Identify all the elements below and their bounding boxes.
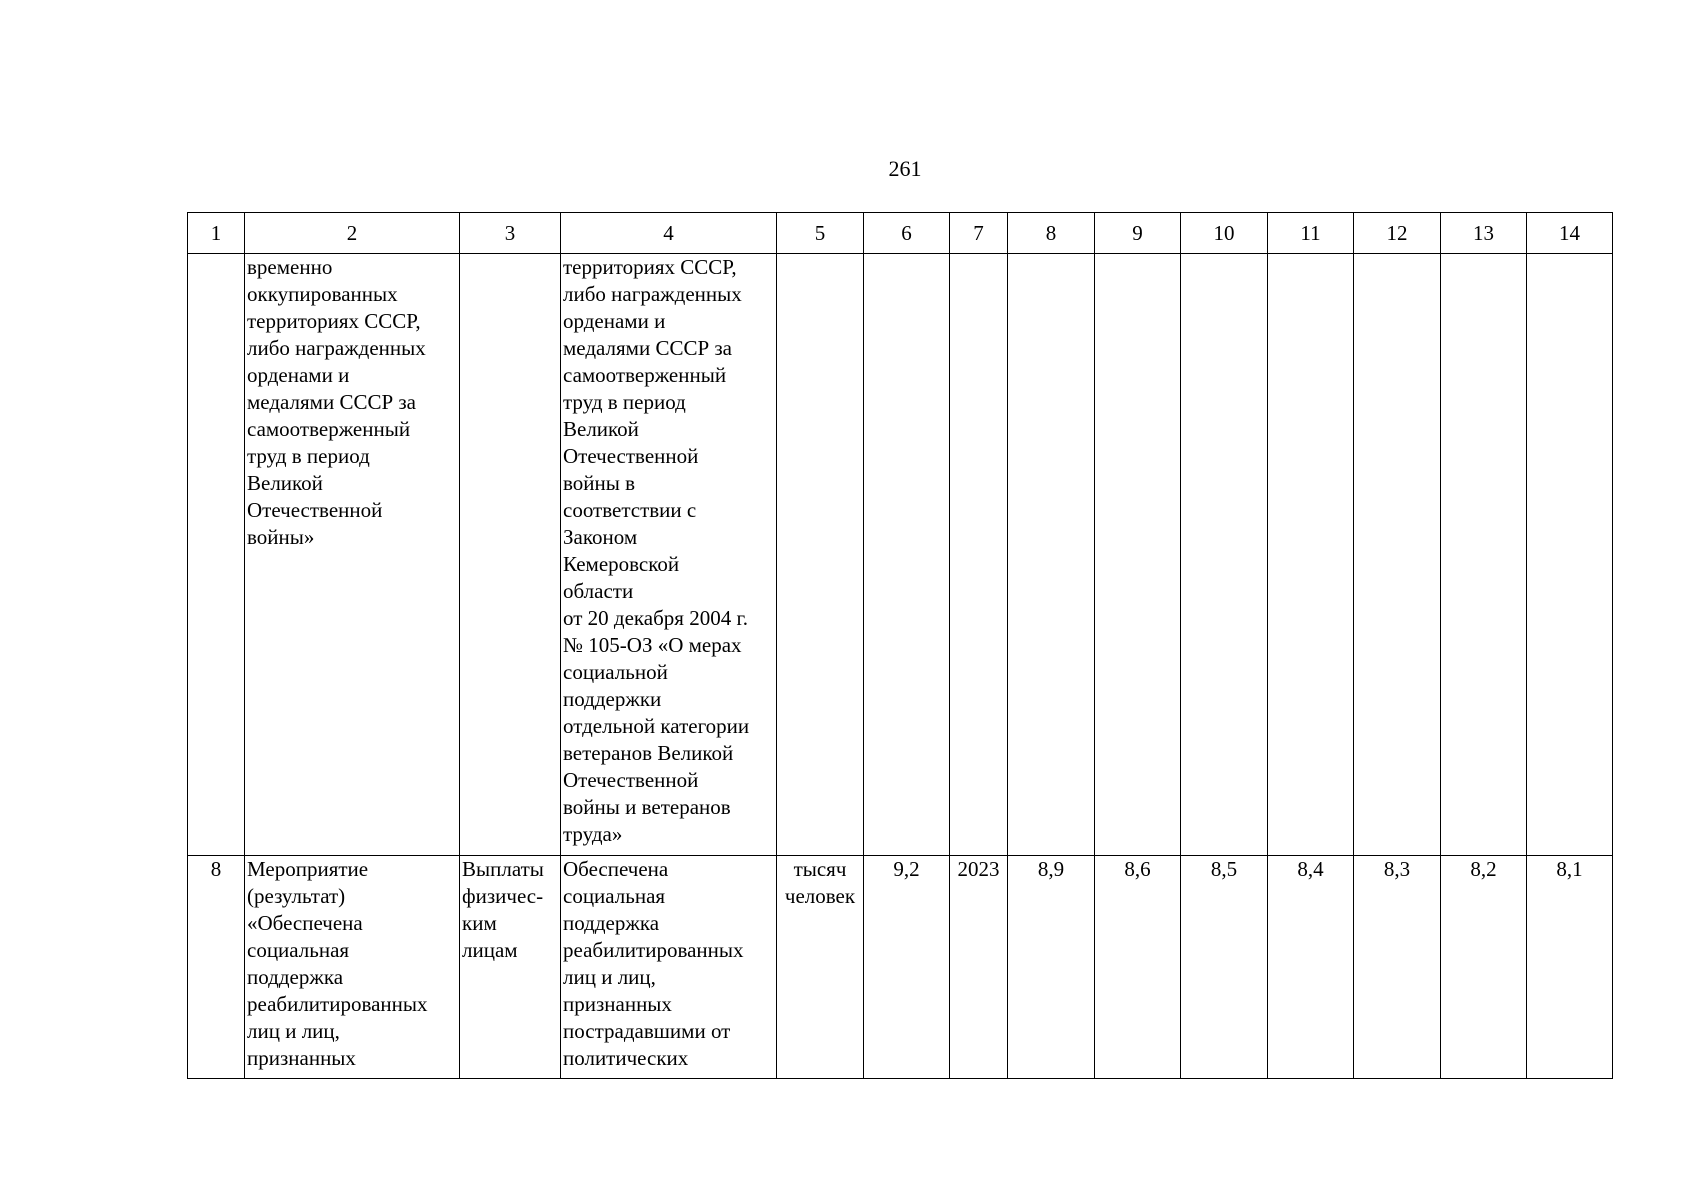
column-header: 6 xyxy=(864,213,950,254)
value-cell: 8,1 xyxy=(1527,856,1613,1079)
value-cell: 8,4 xyxy=(1268,856,1354,1079)
column-header: 2 xyxy=(245,213,460,254)
table-cell xyxy=(188,254,245,856)
column-header: 3 xyxy=(460,213,561,254)
column-header: 12 xyxy=(1354,213,1441,254)
table-header-row xyxy=(188,213,1613,254)
table-cell xyxy=(1441,254,1527,856)
row-number-cell: 8 xyxy=(188,856,245,1079)
value-cell: 9,2 xyxy=(864,856,950,1079)
column-header: 5 xyxy=(777,213,864,254)
table-cell xyxy=(864,254,950,856)
column-header: 9 xyxy=(1095,213,1181,254)
column-header: 14 xyxy=(1527,213,1613,254)
table-cell: Выплаты физичес- ким лицам xyxy=(460,856,561,1079)
table-cell: временно оккупированных территориях СССР, либо награжденных орденами и медалями СССР за самоотверженный труд в период Великой Отечественной войны» xyxy=(245,254,460,856)
column-header: 8 xyxy=(1008,213,1095,254)
table-cell: Обеспечена социальная поддержка реабилитированных лиц и лиц, признанных пострадавшими от политических xyxy=(561,856,777,1079)
value-cell: 8,6 xyxy=(1095,856,1181,1079)
table-row xyxy=(188,856,1613,1079)
table-cell xyxy=(1268,254,1354,856)
column-header: 7 xyxy=(950,213,1008,254)
table-cell xyxy=(460,254,561,856)
value-cell: 8,2 xyxy=(1441,856,1527,1079)
table-cell xyxy=(1354,254,1441,856)
table-cell xyxy=(1008,254,1095,856)
table-row xyxy=(188,254,1613,856)
table-cell: Мероприятие (результат) «Обеспечена социальная поддержка реабилитированных лиц и лиц, признанных xyxy=(245,856,460,1079)
year-cell: 2023 xyxy=(950,856,1008,1079)
column-header: 13 xyxy=(1441,213,1527,254)
table-cell xyxy=(1181,254,1268,856)
table-cell xyxy=(1095,254,1181,856)
page-number: 261 xyxy=(888,156,922,181)
value-cell: 8,9 xyxy=(1008,856,1095,1079)
value-cell: 8,5 xyxy=(1181,856,1268,1079)
value-cell: 8,3 xyxy=(1354,856,1441,1079)
data-table xyxy=(187,212,1613,1079)
table-cell xyxy=(1527,254,1613,856)
unit-cell: тысяч человек xyxy=(777,856,864,1079)
column-header: 1 xyxy=(188,213,245,254)
column-header: 10 xyxy=(1181,213,1268,254)
table-cell xyxy=(777,254,864,856)
column-header: 11 xyxy=(1268,213,1354,254)
table-cell: территориях СССР, либо награжденных орденами и медалями СССР за самоотверженный труд в период Великой Отечественной войны в соответствии с Законом Кемеровской области от 20 декабря 2004 г. № 105-ОЗ «О мерах социальной поддержки отдельной категории ветеранов Великой Отечественной войны и ветеранов труда» xyxy=(561,254,777,856)
column-header: 4 xyxy=(561,213,777,254)
table-cell xyxy=(950,254,1008,856)
